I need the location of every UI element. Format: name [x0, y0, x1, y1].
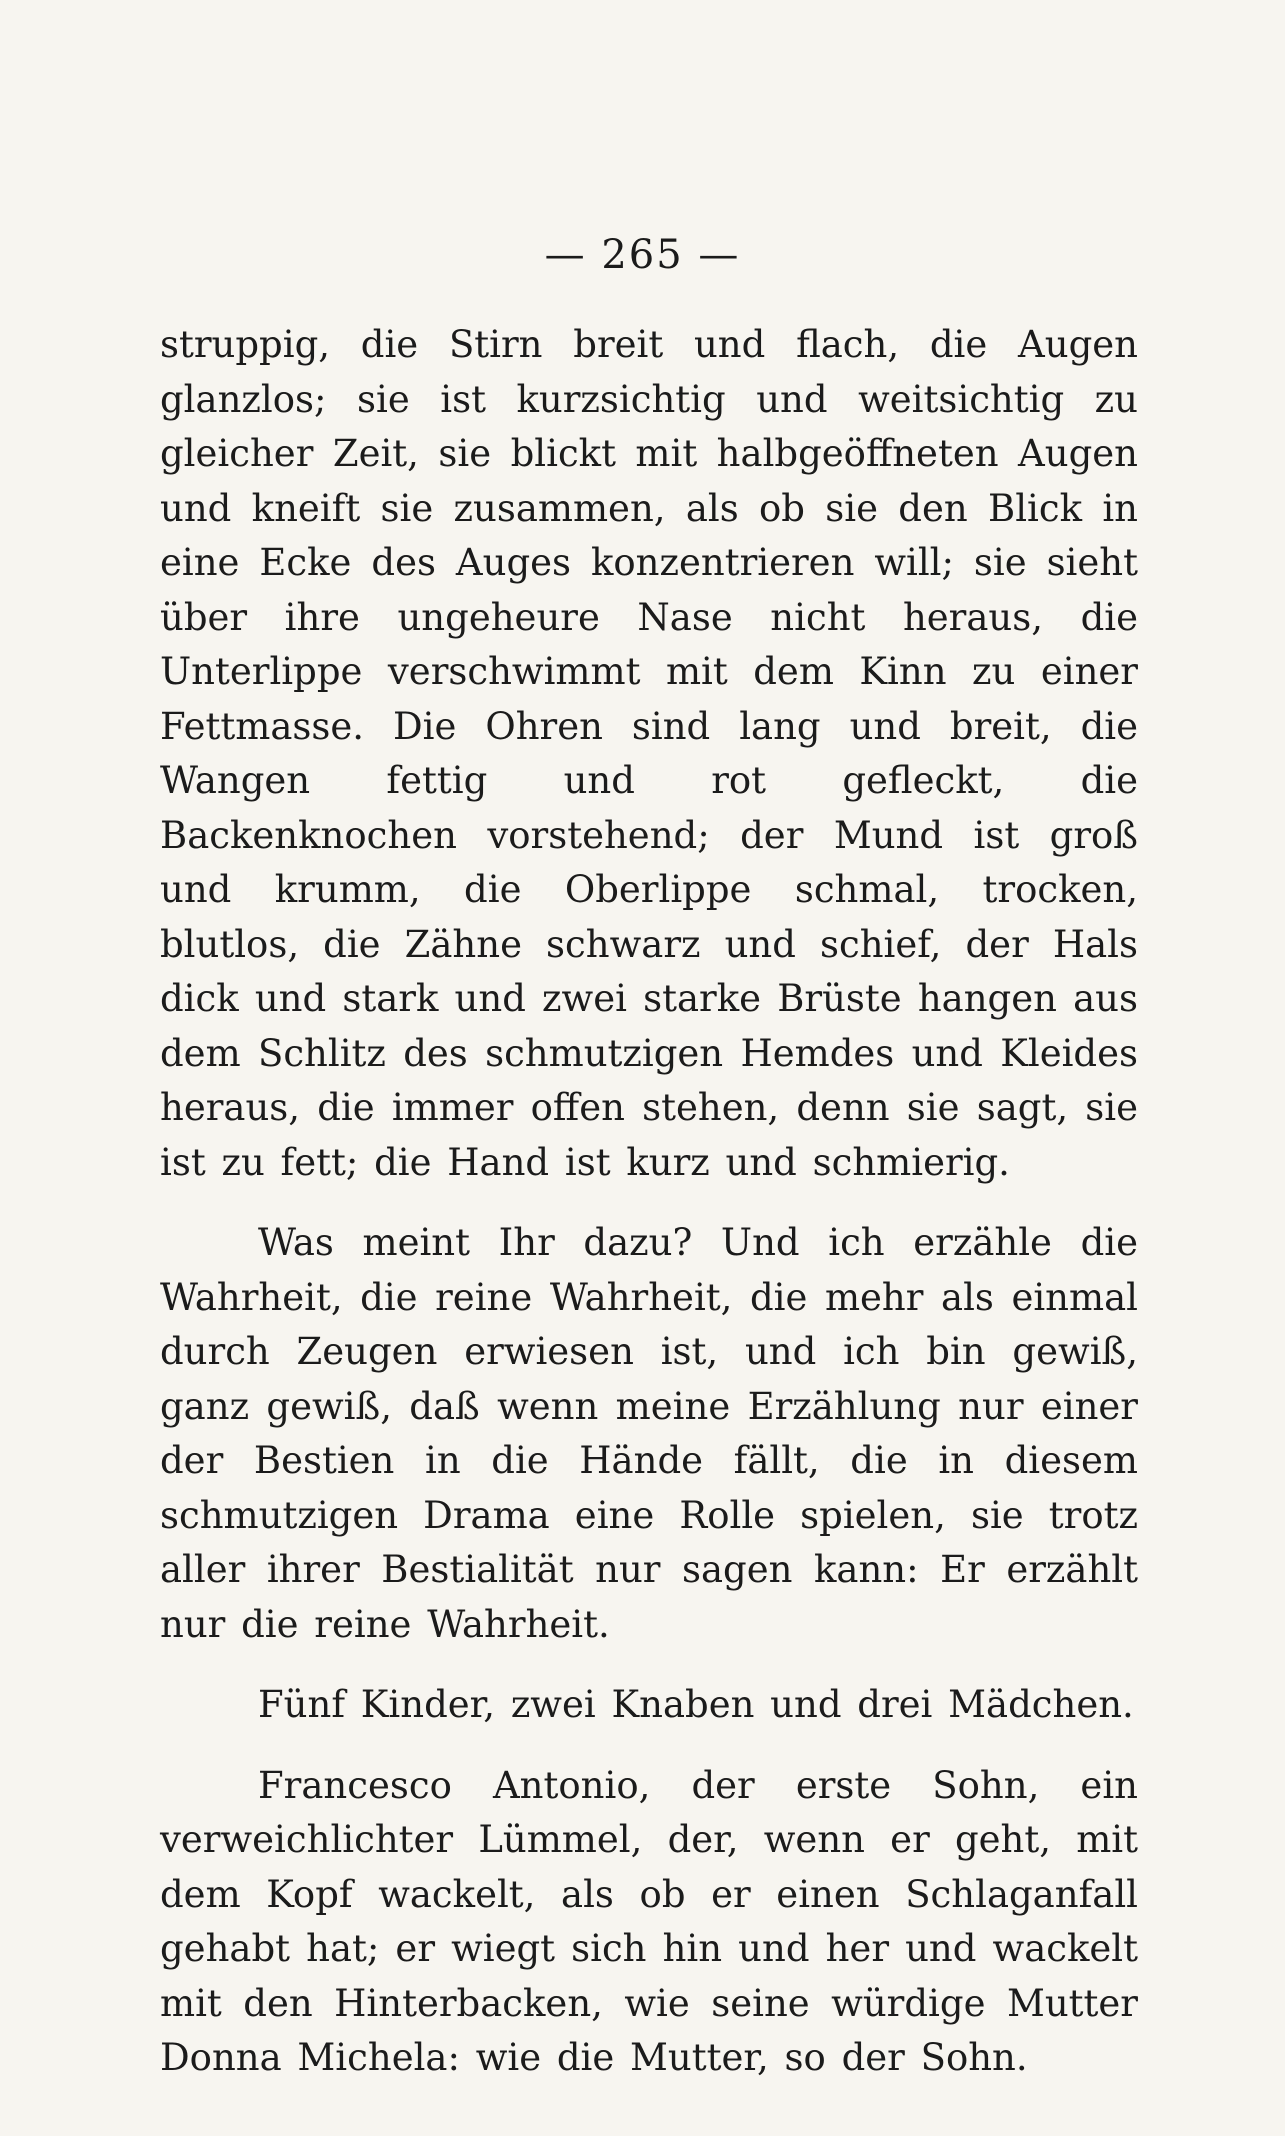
- paragraph-gap: [160, 1733, 1138, 1759]
- page-number: — 265 —: [544, 232, 741, 278]
- body-text: [160, 318, 1138, 2086]
- paragraph-3: Fünf Kinder, zwei Knaben und drei Mädchen.: [258, 1683, 1134, 1726]
- paragraph-gap: [160, 1190, 1138, 1216]
- paragraph-4: Francesco Antonio, der erste Sohn, ein verweichlichter Lümmel, der, wenn er geht, mit dem Kopf wackelt, als ob er einen Schlaganfall gehabt hat; er wiegt sich hin und her und wackelt mit den Hinterbacken, wie seine würdige Mutter Donna Michela: wie die Mutter, so der Sohn.: [160, 1763, 1138, 2079]
- paragraph-2: Was meint Ihr dazu? Und ich erzähle die Wahrheit, die reine Wahrheit, die mehr als einmal durch Zeugen erwiesen ist, und ich bin gewiß, ganz gewiß, daß wenn meine Erzählung nur einer der Bestien in die Hände fällt, die in diesem schmutzigen Drama eine Rolle spielen, sie trotz aller ihrer Bestialität nur sagen kann: Er erzählt nur die reine Wahrheit.: [160, 1221, 1138, 1646]
- paragraph-gap: [160, 1652, 1138, 1678]
- paragraph-1: struppig, die Stirn breit und flach, die Augen glanzlos; sie ist kurzsichtig und weitsichtig zu gleicher Zeit, sie blickt mit halbgeöffneten Augen und kneift sie zusammen, als ob sie den Blick in eine Ecke des Auges konzentrieren will; sie sieht über ihre ungeheure Nase nicht heraus, die Unterlippe verschwimmt mit dem Kinn zu einer Fettmasse. Die Ohren sind lang und breit, die Wangen fettig und rot gefleckt, die Backenknochen vorstehend; der Mund ist groß und krumm, die Oberlippe schmal, trocken, blutlos, die Zähne schwarz und schief, der Hals dick und stark und zwei starke Brüste hangen aus dem Schlitz des schmutzigen Hemdes und Kleides heraus, die immer offen stehen, denn sie sagt, sie ist zu fett; die Hand ist kurz und schmierig.: [160, 323, 1138, 1184]
